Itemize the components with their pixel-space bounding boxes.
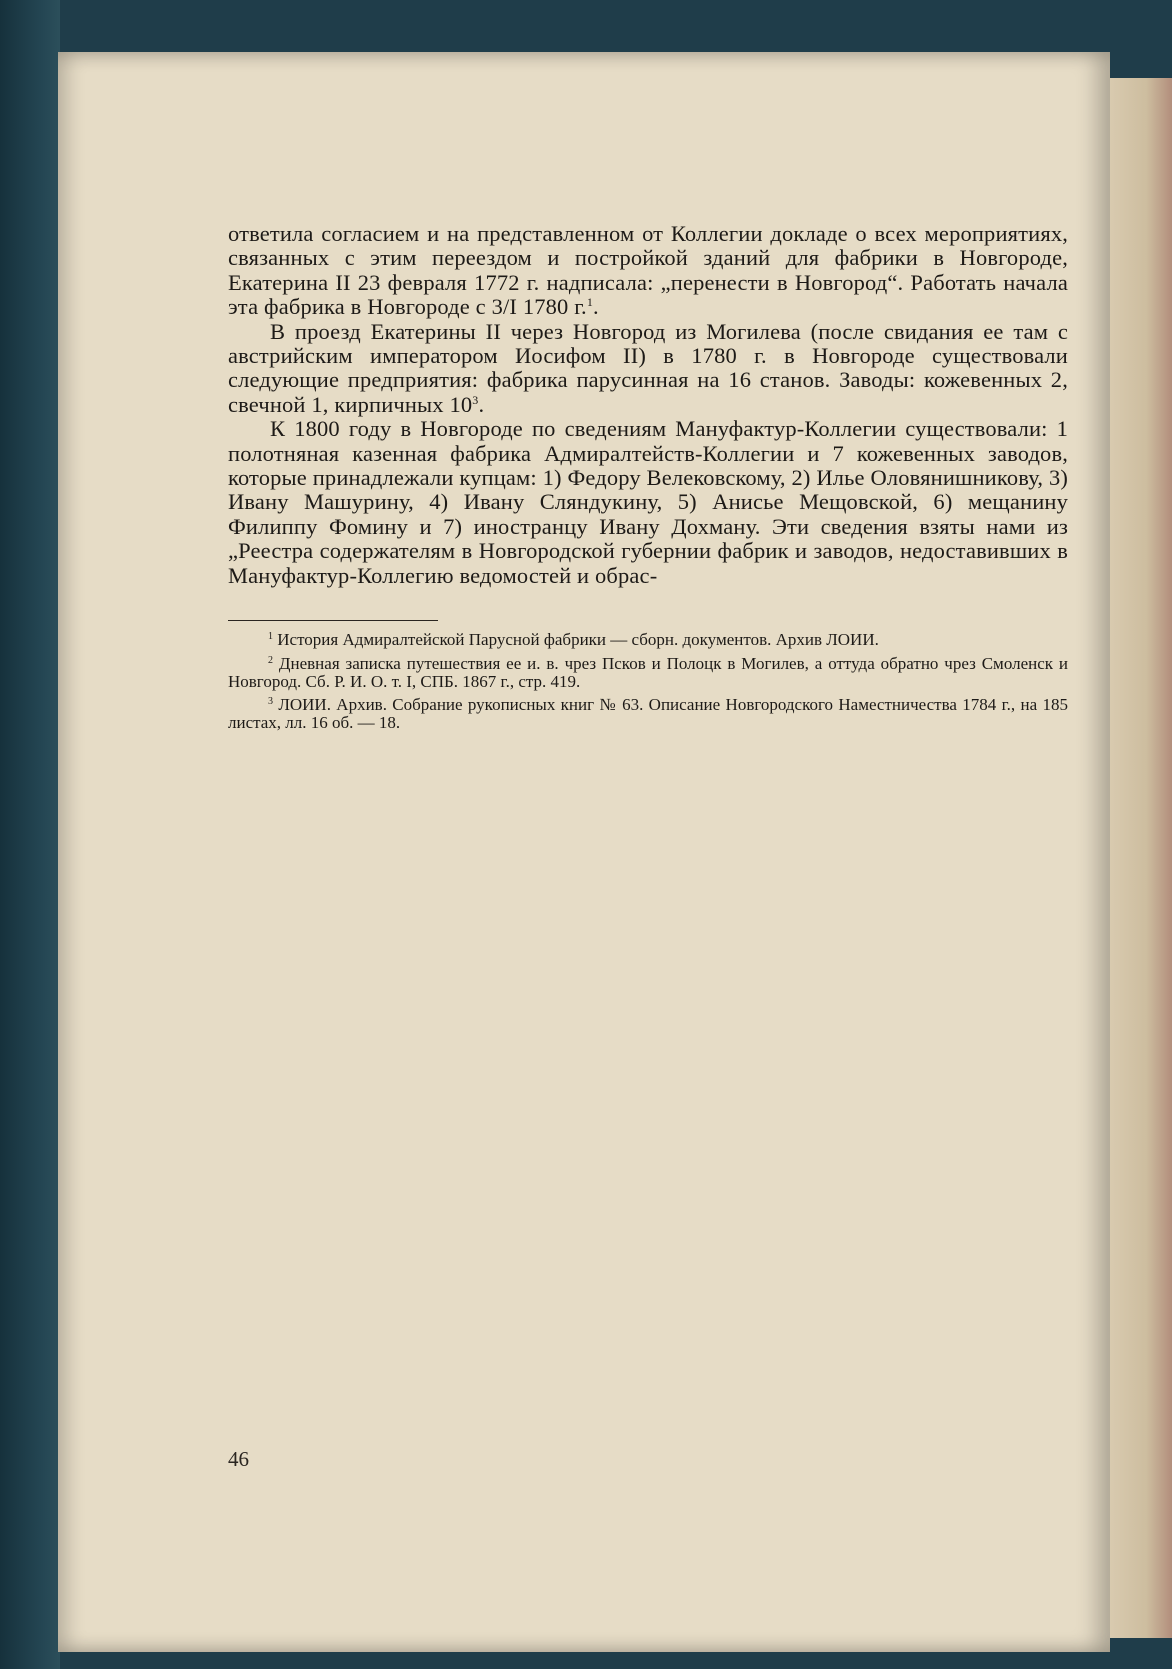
footnote-mark: 3 bbox=[268, 696, 273, 708]
footnote-mark: 2 bbox=[268, 654, 273, 666]
footnote-mark: 1 bbox=[268, 631, 273, 643]
scan-background-left bbox=[0, 0, 60, 1669]
footnote-ref-2: 3 bbox=[472, 392, 479, 407]
footnote-divider bbox=[228, 620, 438, 621]
body-text bbox=[228, 222, 1068, 588]
footnote-ref-1: 1 bbox=[586, 295, 593, 310]
page-number: 46 bbox=[228, 1447, 249, 1471]
paragraph-1: ответила согласием и на представленном от Коллегии докладе о всех мероприятиях, связанных с этим переездом и постройкой зданий для фабрики в Новгороде, Екатерина II 23 февраля 1772 г. надписала: „перенести в Новгород“. Работать начала эта фабрика в Новгороде с 3/I 1780 г.$^1$. bbox=[228, 221, 1068, 320]
footnote-1: $^1$ История Адмиралтейской Парусной фабрики — сборн. документов. Архив ЛОИИ. bbox=[268, 630, 879, 650]
footnote-2: $^2$ Дневная записка путешествия ее и. в. чрез Псков и Полоцк в Могилев, а оттуда обратно чрез Смоленск и Новгород. Сб. Р. И. О. т. I, СПБ. 1867 г., стр. 419. bbox=[228, 653, 1069, 691]
adjacent-page-edge bbox=[1108, 78, 1172, 1638]
page-text bbox=[228, 222, 1068, 738]
footnote-3: $^3$ ЛОИИ. Архив. Собрание рукописных книг № 63. Описание Новгородского Наместничества 1784 г., на 185 листах, лл. 16 об. — 18. bbox=[228, 695, 1069, 733]
footnotes bbox=[228, 631, 1068, 732]
book-page bbox=[58, 52, 1110, 1652]
paragraph-3: К 1800 году в Новгороде по сведениям Мануфактур-Коллегии существовали: 1 полотняная казенная фабрика Адмиралтейств-Коллегии и 7 кожевенных заводов, которые принадлежали купцам: 1) Федору Велековскому, 2) Илье Оловянишникову, 3) Ивану Машурину, 4) Ивану Сляндукину, 5) Анисье Мещовской, 6) мещанину Филиппу Фомину и 7) иностранцу Ивану Дохману. Эти сведения взяты нами из „Реестра содержателям в Новгородской губернии фабрик и заводов, недоставивших в Мануфактур-Коллегию ведомостей и обрас- bbox=[228, 416, 1068, 588]
paragraph-2: В проезд Екатерины II через Новгород из Могилева (после свидания ее там с австрийским императором Иосифом II) в 1780 г. в Новгороде существовали следующие предприятия: фабрика парусинная на 16 станов. Заводы: кожевенных 2, свечной 1, кирпичных $10^3$. bbox=[228, 318, 1068, 417]
